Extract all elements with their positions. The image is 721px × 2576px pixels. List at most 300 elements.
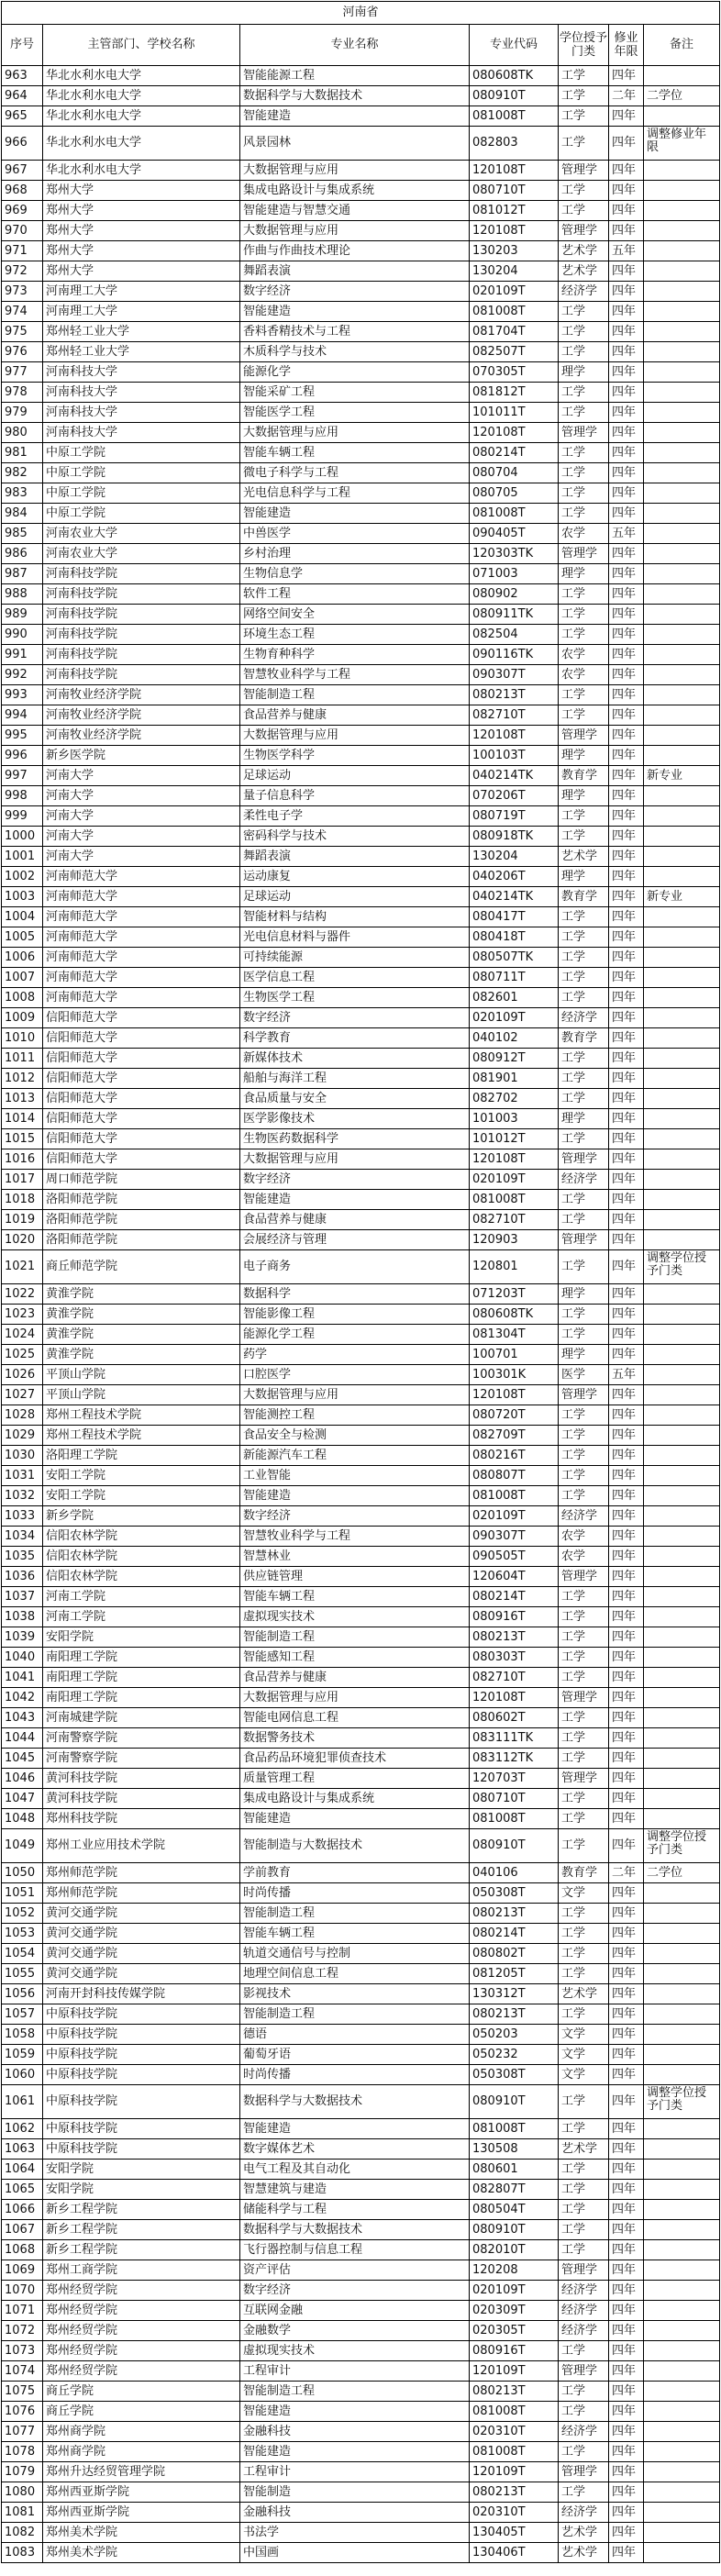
row-years: 四年 [609,161,644,181]
row-school: 华北水利水电大学 [43,127,240,161]
row-years: 四年 [609,181,644,201]
row-note [644,2139,720,2160]
row-years: 四年 [609,1149,644,1170]
row-code: 120108T [470,1385,559,1405]
table-row [2,1385,720,1405]
row-code: 101011T [470,403,559,423]
table-row [2,2482,720,2503]
row-seq: 1012 [2,1069,43,1089]
row-code: 040206T [470,867,559,887]
row-note [644,2160,720,2180]
row-school: 河南牧业经济学院 [43,705,240,726]
row-degree: 工学 [559,988,609,1008]
row-major: 数据科学与大数据技术 [240,86,470,106]
row-note [644,2180,720,2200]
row-code: 080216T [470,1446,559,1466]
row-major: 地理空间信息工程 [240,1964,470,1984]
row-major: 智慧牧业科学与工程 [240,1527,470,1547]
row-degree: 工学 [559,127,609,161]
row-school: 洛阳师范学院 [43,1230,240,1250]
table-row [2,322,720,342]
row-degree: 文学 [559,2065,609,2085]
row-degree: 工学 [559,342,609,362]
row-seq: 1047 [2,1789,43,1809]
row-code: 090307T [470,665,559,685]
row-code: 120108T [470,1149,559,1170]
row-seq: 979 [2,403,43,423]
row-degree: 工学 [559,403,609,423]
row-school: 信阳师范大学 [43,1129,240,1149]
table-row [2,2422,720,2442]
table-row [2,66,720,86]
row-seq: 1031 [2,1466,43,1486]
row-seq: 1027 [2,1385,43,1405]
table-row [2,887,720,907]
row-school: 河南科技大学 [43,362,240,383]
row-school: 河南开封科技传媒学院 [43,1984,240,2004]
row-note [644,1789,720,1809]
row-note [644,1089,720,1109]
row-seq: 1062 [2,2119,43,2139]
row-years: 四年 [609,2045,644,2065]
row-major: 密码科学与技术 [240,827,470,847]
row-note [644,2220,720,2240]
row-degree: 工学 [559,827,609,847]
row-school: 中原工学院 [43,463,240,483]
row-major: 学前教育 [240,1863,470,1883]
table-row [2,2382,720,2402]
table-row [2,1284,720,1305]
row-seq: 1081 [2,2503,43,2523]
row-years: 四年 [609,403,644,423]
row-seq: 1013 [2,1089,43,1109]
row-note [644,2025,720,2045]
row-school: 郑州工程技术学院 [43,1426,240,1446]
row-school: 河南科技大学 [43,403,240,423]
table-row [2,282,720,302]
row-note [644,1904,720,1924]
row-note [644,383,720,403]
row-degree: 工学 [559,1587,609,1607]
row-note [644,241,720,261]
table-row [2,1190,720,1210]
row-code: 101012T [470,1129,559,1149]
row-school: 河南师范大学 [43,887,240,907]
row-degree: 管理学 [559,161,609,181]
row-note [644,1924,720,1944]
row-major: 集成电路设计与集成系统 [240,181,470,201]
row-note [644,544,720,564]
row-school: 郑州商学院 [43,2422,240,2442]
row-code: 090505T [470,1547,559,1567]
row-degree: 工学 [559,2180,609,2200]
table-row [2,1668,720,1688]
row-seq: 982 [2,463,43,483]
row-school: 郑州师范学院 [43,1883,240,1904]
table-row [2,2085,720,2119]
row-code: 080601 [470,2160,559,2180]
row-school: 郑州美术学院 [43,2523,240,2543]
table-row [2,463,720,483]
row-school: 信阳师范大学 [43,1049,240,1069]
row-school: 黄河交通学院 [43,1924,240,1944]
row-code: 081008T [470,504,559,524]
row-seq: 1024 [2,1325,43,1345]
row-code: 082504 [470,625,559,645]
row-years: 四年 [609,665,644,685]
row-code: 081012T [470,201,559,221]
row-years: 四年 [609,127,644,161]
table-row [2,1210,720,1230]
row-degree: 工学 [559,1944,609,1964]
table-row [2,2523,720,2543]
row-seq: 1058 [2,2025,43,2045]
row-seq: 984 [2,504,43,524]
row-major: 虚拟现实技术 [240,1607,470,1627]
row-note [644,1049,720,1069]
row-note: 调整学位授予门类 [644,1250,720,1284]
row-school: 安阳学院 [43,2160,240,2180]
row-major: 德语 [240,2025,470,2045]
row-degree: 工学 [559,605,609,625]
row-seq: 1007 [2,968,43,988]
table-row [2,2004,720,2025]
row-code: 080720T [470,1405,559,1426]
row-years: 四年 [609,1305,644,1325]
table-body [2,66,720,2563]
row-note [644,1728,720,1749]
row-school: 信阳农林学院 [43,1527,240,1547]
row-major: 数字经济 [240,1008,470,1028]
row-school: 中原科技学院 [43,2139,240,2160]
row-school: 信阳师范大学 [43,1008,240,1028]
row-major: 数字经济 [240,1506,470,1527]
row-code: 080213T [470,2382,559,2402]
row-note [644,1944,720,1964]
row-major: 中兽医学 [240,524,470,544]
row-degree: 文学 [559,2025,609,2045]
row-degree: 工学 [559,2085,609,2119]
table-row [2,584,720,605]
table-row [2,1924,720,1944]
row-seq: 974 [2,302,43,322]
row-note [644,1426,720,1446]
row-school: 河南大学 [43,847,240,867]
row-code: 082710T [470,1668,559,1688]
row-degree: 工学 [559,705,609,726]
row-note [644,1109,720,1129]
row-code: 080608TK [470,66,559,86]
row-major: 智能建造 [240,2119,470,2139]
row-seq: 1071 [2,2301,43,2321]
row-seq: 1036 [2,1567,43,1587]
row-note [644,302,720,322]
row-major: 轨道交通信号与控制 [240,1944,470,1964]
row-school: 商丘学院 [43,2402,240,2422]
row-code: 120903 [470,1230,559,1250]
row-code: 071003 [470,564,559,584]
row-degree: 医学 [559,1365,609,1385]
row-major: 新媒体技术 [240,1049,470,1069]
row-years: 四年 [609,1829,644,1863]
table-row [2,1089,720,1109]
row-degree: 工学 [559,2200,609,2220]
row-major: 资产评估 [240,2260,470,2281]
row-degree: 经济学 [559,2281,609,2301]
row-note [644,1708,720,1728]
row-seq: 1003 [2,887,43,907]
row-major: 电子商务 [240,1250,470,1284]
row-years: 二年 [609,86,644,106]
row-major: 智能制造工程 [240,1627,470,1648]
row-seq: 1075 [2,2382,43,2402]
row-seq: 968 [2,181,43,201]
row-seq: 983 [2,483,43,504]
row-major: 工程审计 [240,2462,470,2482]
row-seq: 1057 [2,2004,43,2025]
row-note [644,2321,720,2341]
row-degree: 工学 [559,1190,609,1210]
table-row [2,968,720,988]
row-note: 二学位 [644,1863,720,1883]
row-school: 郑州升达经贸管理学院 [43,2462,240,2482]
row-seq: 1021 [2,1250,43,1284]
table-row [2,746,720,766]
row-major: 互联网金融 [240,2301,470,2321]
row-major: 大数据管理与应用 [240,221,470,241]
row-seq: 1044 [2,1728,43,1749]
row-seq: 988 [2,584,43,605]
row-code: 040106 [470,1863,559,1883]
row-degree: 工学 [559,2341,609,2361]
row-school: 河南理工大学 [43,302,240,322]
row-code: 080213T [470,1904,559,1924]
row-code: 080912T [470,1049,559,1069]
row-seq: 1009 [2,1008,43,1028]
row-code: 080213T [470,2482,559,2503]
majors-table [1,1,720,2563]
row-school: 河南师范大学 [43,968,240,988]
table-row [2,1069,720,1089]
row-school: 郑州美术学院 [43,2543,240,2563]
row-school: 河南科技学院 [43,605,240,625]
row-years: 四年 [609,2361,644,2382]
row-degree: 管理学 [559,221,609,241]
table-row [2,2402,720,2422]
row-code: 081205T [470,1964,559,1984]
row-major: 智能建造 [240,504,470,524]
row-code: 020109T [470,1506,559,1527]
row-major: 数字媒体艺术 [240,2139,470,2160]
row-seq: 990 [2,625,43,645]
row-years: 四年 [609,1170,644,1190]
row-note [644,1365,720,1385]
table-row [2,1863,720,1883]
row-degree: 工学 [559,1305,609,1325]
row-seq: 1068 [2,2240,43,2260]
row-major: 食品营养与健康 [240,705,470,726]
row-code: 020310T [470,2503,559,2523]
table-row [2,1345,720,1365]
row-school: 中原工学院 [43,483,240,504]
row-code: 080910T [470,2220,559,2240]
row-degree: 教育学 [559,1863,609,1883]
table-row [2,1028,720,1049]
row-school: 新乡工程学院 [43,2220,240,2240]
row-seq: 1018 [2,1190,43,1210]
row-code: 090116TK [470,645,559,665]
row-degree: 管理学 [559,1688,609,1708]
row-seq: 975 [2,322,43,342]
row-code: 080213T [470,2004,559,2025]
table-row [2,1466,720,1486]
table-row [2,2301,720,2321]
row-code: 080417T [470,907,559,927]
row-note [644,584,720,605]
row-code: 120604T [470,1567,559,1587]
row-code: 040102 [470,1028,559,1049]
row-degree: 工学 [559,1789,609,1809]
row-major: 智能影像工程 [240,1305,470,1325]
row-major: 生物医药数据科学 [240,1129,470,1149]
row-seq: 1020 [2,1230,43,1250]
row-major: 生物医学科学 [240,746,470,766]
row-years: 四年 [609,1728,644,1749]
row-seq: 1022 [2,1284,43,1305]
row-years: 四年 [609,1527,644,1547]
row-major: 智能建造 [240,2442,470,2462]
row-note [644,1129,720,1149]
row-major: 智能制造 [240,2482,470,2503]
row-years: 四年 [609,2240,644,2260]
row-degree: 工学 [559,968,609,988]
row-school: 信阳农林学院 [43,1547,240,1567]
row-seq: 1065 [2,2180,43,2200]
row-degree: 经济学 [559,2503,609,2523]
row-note [644,2260,720,2281]
row-code: 020109T [470,1008,559,1028]
table-row [2,1809,720,1829]
row-school: 郑州工业应用技术学院 [43,1829,240,1863]
row-degree: 工学 [559,1069,609,1089]
table-row [2,1506,720,1527]
row-seq: 1039 [2,1627,43,1648]
row-years: 四年 [609,887,644,907]
row-note [644,504,720,524]
row-school: 华北水利水电大学 [43,106,240,127]
row-years: 四年 [609,2004,644,2025]
table-row [2,927,720,948]
document-sheet [1,1,719,2563]
row-code: 120108T [470,221,559,241]
row-school: 河南师范大学 [43,867,240,887]
row-school: 黄河科技学院 [43,1769,240,1789]
row-major: 光电信息科学与工程 [240,483,470,504]
table-row [2,2543,720,2563]
row-major: 柔性电子学 [240,806,470,827]
row-seq: 989 [2,605,43,625]
row-seq: 1026 [2,1365,43,1385]
row-years: 四年 [609,1325,644,1345]
row-school: 郑州大学 [43,201,240,221]
row-degree: 管理学 [559,1567,609,1587]
row-school: 郑州经贸学院 [43,2321,240,2341]
row-code: 081008T [470,2442,559,2462]
row-degree: 工学 [559,463,609,483]
row-code: 080704 [470,463,559,483]
row-code: 120108T [470,1688,559,1708]
row-code: 082010T [470,2240,559,2260]
row-school: 郑州科技学院 [43,1809,240,1829]
row-years: 四年 [609,1446,644,1466]
row-years: 四年 [609,2220,644,2240]
row-code: 120703T [470,1769,559,1789]
row-degree: 工学 [559,1486,609,1506]
row-degree: 工学 [559,907,609,927]
row-seq: 1069 [2,2260,43,2281]
row-code: 070206T [470,786,559,806]
row-code: 081008T [470,106,559,127]
row-school: 河南城建学院 [43,1708,240,1728]
row-school: 郑州工程技术学院 [43,1405,240,1426]
row-major: 足球运动 [240,766,470,786]
row-seq: 1048 [2,1809,43,1829]
row-code: 080507TK [470,948,559,968]
table-row [2,2503,720,2523]
row-seq: 1011 [2,1049,43,1069]
table-row [2,342,720,362]
row-school: 黄淮学院 [43,1305,240,1325]
row-note [644,2341,720,2361]
row-degree: 工学 [559,806,609,827]
row-years: 四年 [609,322,644,342]
row-note [644,2240,720,2260]
row-note [644,1028,720,1049]
table-row [2,786,720,806]
row-degree: 工学 [559,1129,609,1149]
row-degree: 理学 [559,786,609,806]
row-code: 020305T [470,2321,559,2341]
row-degree: 工学 [559,1446,609,1466]
row-years: 四年 [609,685,644,705]
row-school: 郑州大学 [43,221,240,241]
row-note [644,2281,720,2301]
row-note [644,685,720,705]
row-note [644,2422,720,2442]
row-code: 082807T [470,2180,559,2200]
row-note [644,988,720,1008]
row-major: 智能建造 [240,1486,470,1506]
row-degree: 工学 [559,927,609,948]
row-school: 信阳师范大学 [43,1089,240,1109]
row-note [644,2200,720,2220]
row-school: 周口师范学院 [43,1170,240,1190]
row-years: 四年 [609,1129,644,1149]
row-years: 四年 [609,2402,644,2422]
row-school: 河南大学 [43,786,240,806]
row-seq: 1033 [2,1506,43,1527]
row-years: 四年 [609,483,644,504]
row-years: 四年 [609,1230,644,1250]
row-school: 黄河交通学院 [43,1964,240,1984]
table-row [2,2361,720,2382]
row-major: 智能车辆工程 [240,443,470,463]
row-years: 四年 [609,2139,644,2160]
row-degree: 艺术学 [559,241,609,261]
row-degree: 管理学 [559,1385,609,1405]
row-years: 四年 [609,2180,644,2200]
row-school: 郑州商学院 [43,2442,240,2462]
